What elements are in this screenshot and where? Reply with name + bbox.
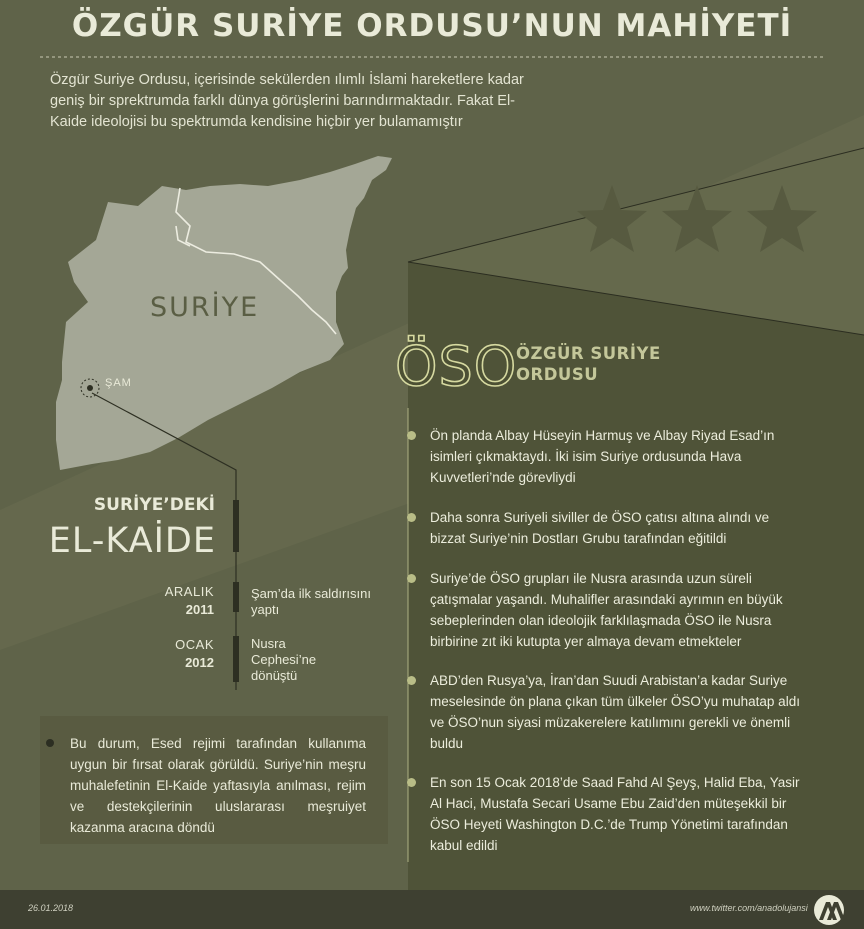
- bullet-dot-icon: [407, 431, 416, 440]
- oso-bullet-text: Ön planda Albay Hüseyin Harmuş ve Albay Riyad Esad’ın isimleri çıkmaktaydı. İki isim Suriye ordusunda Hava Kuvvetleri’nde görevliydi: [430, 428, 775, 485]
- oso-bullet: [430, 507, 800, 549]
- bullet-dot-icon: [407, 574, 416, 583]
- timeline-text: Şam’da ilk saldırısını yaptı: [251, 586, 371, 617]
- intro-text: Özgür Suriye Ordusu, içerisinde sekülerden ılımlı İslami hareketlere kadar geniş bir sprektrumda farklı dünya görüşlerini barındırmaktadır. Fakat El-Kaide ideolojisi bu spektrumda kendisine hiçbir yer bulamamıştır: [50, 72, 524, 130]
- elkaide-title: EL-KAİDE: [48, 521, 216, 561]
- map-country-label: SURİYE: [150, 292, 260, 323]
- oso-bullet: [430, 425, 800, 488]
- oso-full-name: [516, 343, 661, 385]
- footer-twitter-link[interactable]: www.twitter.com/anadolujansi: [690, 903, 808, 913]
- footer-date: 26.01.2018: [28, 903, 74, 913]
- oso-abbreviation: ÖSO: [395, 335, 518, 398]
- oso-bullet-text: ABD’den Rusya’ya, İran’dan Suudi Arabistan’a kadar Suriye meselesinde ön plana çıkan tüm ülkeler ÖSO’yu muhatap aldı ve ÖSO’nun siyasi müzakerelere katılımını gerekli ve önemli buldu: [430, 673, 800, 751]
- timeline-year: 2012: [185, 655, 214, 670]
- oso-full-name-line2: ORDUSU: [516, 365, 599, 384]
- timeline-month: ARALIK: [164, 584, 214, 599]
- timeline-month: OCAK: [175, 637, 214, 652]
- note-text: Bu durum, Esed rejimi tarafından kullanıma uygun bir fırsat olarak görüldü. Suriye’nin meşru muhalefetinin El-Kaide yaftasıyla anılması, rejim ve destekçilerinin uluslararası meşruiyet kazanma aracına döndü: [70, 736, 366, 835]
- timeline-year: 2011: [185, 602, 214, 617]
- oso-bullet-text: Suriye’de ÖSO grupları ile Nusra arasında uzun süreli çatışmalar yaşandı. Muhalifler arasındaki ayrımın en büyük sebeplerinden olan ideolojik farklılaşmada ÖSO ile Nusra birbirine zıt iki kutupta yer almaya devam etmekteler: [430, 571, 783, 649]
- oso-full-name-line1: ÖZGÜR SURİYE: [516, 344, 661, 363]
- page-title: ÖZGÜR SURİYE ORDUSU’NUN MAHİYETİ: [71, 8, 793, 44]
- oso-bullet-text: En son 15 Ocak 2018’de Saad Fahd Al Şeyş, Halid Eba, Yasir Al Haci, Mustafa Secari Usame Ebu Zaid’den müteşekkil bir ÖSO Heyeti Washington D.C.’de Trump Yönetimi tarafından kabul edildi: [430, 775, 800, 853]
- oso-bullet: [430, 772, 800, 856]
- bullet-dot-icon: [407, 778, 416, 787]
- elkaide-subtitle: SURİYE’DEKİ: [93, 495, 215, 515]
- note-dot-icon: [46, 739, 54, 747]
- map-city-label: ŞAM: [105, 377, 132, 389]
- bullet-dot-icon: [407, 676, 416, 685]
- oso-bullet: [430, 670, 800, 754]
- oso-bullet-text: Daha sonra Suriyeli siviller de ÖSO çatısı altına alındı ve bizzat Suriye’nin Dostları Grubu tarafından eğitildi: [430, 510, 770, 546]
- oso-bullet: [430, 568, 800, 652]
- timeline-text: Nusra Cephesi’ne dönüştü: [251, 636, 317, 683]
- bullet-dot-icon: [407, 513, 416, 522]
